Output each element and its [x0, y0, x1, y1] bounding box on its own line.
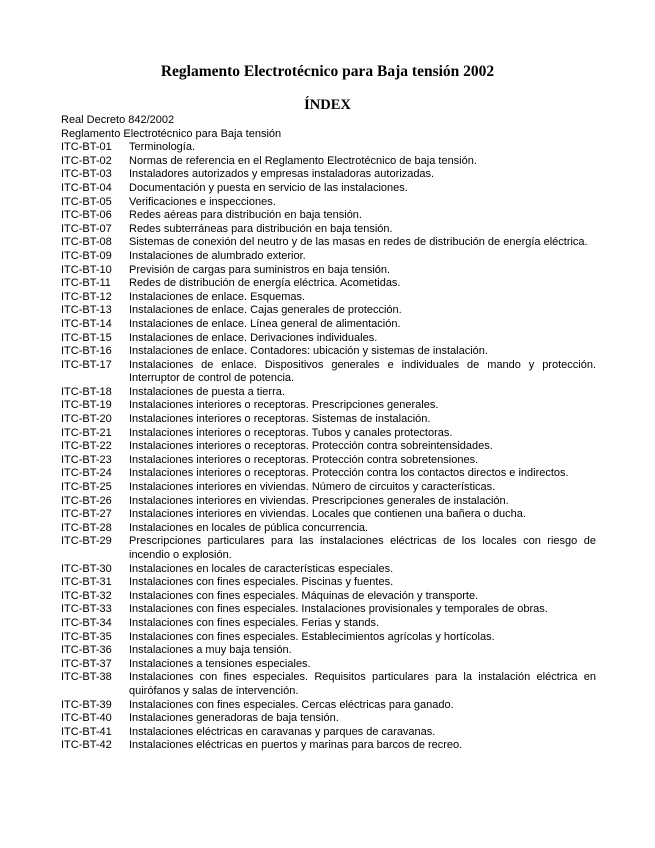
- index-entry: [61, 264, 596, 278]
- entry-description: Instalaciones de enlace. Derivaciones individuales.: [129, 331, 378, 344]
- index-entry: [61, 699, 596, 713]
- entry-code: ITC-BT-19: [61, 399, 112, 412]
- entry-description: Instalaciones de enlace. Esquemas.: [129, 290, 306, 303]
- index-entry: [61, 277, 596, 291]
- index-entry: [61, 739, 596, 753]
- entry-code: ITC-BT-22: [61, 440, 112, 453]
- index-entry: [61, 712, 596, 726]
- index-entry: [61, 467, 596, 481]
- entry-code: ITC-BT-38: [61, 671, 112, 684]
- entry-code: ITC-BT-24: [61, 467, 112, 480]
- entry-description: Instalaciones de enlace. Cajas generales de protección.: [129, 304, 402, 317]
- entry-description: Redes subterráneas para distribución en baja tensión.: [129, 222, 393, 235]
- index-entry: [61, 631, 596, 645]
- entry-code: ITC-BT-34: [61, 616, 112, 629]
- index-entry: [61, 576, 596, 590]
- index-entry: [61, 590, 596, 604]
- entry-code: ITC-BT-28: [61, 521, 112, 534]
- index-entry: [61, 399, 596, 413]
- entry-description: Instalaciones a muy baja tensión.: [129, 644, 292, 657]
- entry-description: Instalaciones a tensiones especiales.: [129, 657, 311, 670]
- index-entry: [61, 413, 596, 427]
- index-entry: [61, 304, 596, 318]
- index-entry: [61, 522, 596, 536]
- entry-code: ITC-BT-14: [61, 317, 112, 330]
- entry-description: Instalaciones de enlace. Contadores: ubicación y sistemas de instalación.: [129, 345, 488, 358]
- entry-code: ITC-BT-39: [61, 698, 112, 711]
- entry-description: Instalaciones eléctricas en caravanas y parques de caravanas.: [129, 725, 436, 738]
- entry-description: Redes aéreas para distribución en baja tensión.: [129, 209, 362, 222]
- entry-description: Instalaciones interiores o receptoras. Protección contra los contactos directos e indirectos.: [129, 467, 569, 480]
- entry-code: ITC-BT-02: [61, 154, 112, 167]
- entry-description: Instalaciones con fines especiales. Piscinas y fuentes.: [129, 576, 394, 589]
- index-entry: [61, 182, 596, 196]
- index-entry: [61, 535, 596, 562]
- entry-code: ITC-BT-41: [61, 725, 112, 738]
- index-entry: [61, 250, 596, 264]
- regulation-line: Reglamento Electrotécnico para Baja tensión: [61, 127, 282, 140]
- entry-description: Documentación y puesta en servicio de las instalaciones.: [129, 181, 408, 194]
- entry-code: ITC-BT-15: [61, 331, 112, 344]
- entry-description: Previsión de cargas para suministros en baja tensión.: [129, 263, 391, 276]
- entry-description: Instalaciones con fines especiales. Máquinas de elevación y transporte.: [129, 589, 479, 602]
- entry-description: Redes de distribución de energía eléctrica. Acometidas.: [129, 277, 401, 290]
- index-entry: [61, 440, 596, 454]
- entry-description: Instalaciones interiores en viviendas. Prescripciones generales de instalación.: [129, 494, 509, 507]
- entry-code: ITC-BT-29: [61, 535, 112, 548]
- entry-code: ITC-BT-30: [61, 562, 112, 575]
- entry-description: Instalaciones de alumbrado exterior.: [129, 249, 306, 262]
- index-entry: [61, 603, 596, 617]
- entries-container: [61, 141, 596, 753]
- entry-code: ITC-BT-13: [61, 304, 112, 317]
- entry-description: Instalaciones con fines especiales. Cercas eléctricas para ganado.: [129, 698, 454, 711]
- entry-code: ITC-BT-03: [61, 168, 112, 181]
- entry-description: Instalaciones de puesta a tierra.: [129, 385, 285, 398]
- index-entry: [61, 658, 596, 672]
- entry-code: ITC-BT-31: [61, 576, 112, 589]
- index-entry: [61, 481, 596, 495]
- entry-code: ITC-BT-36: [61, 644, 112, 657]
- index-entry: [61, 332, 596, 346]
- entry-code: ITC-BT-25: [61, 481, 112, 494]
- entry-code: ITC-BT-17: [61, 358, 112, 371]
- entry-description: Instalaciones con fines especiales. Ferias y stands.: [129, 616, 380, 629]
- entry-description: Instalaciones generadoras de baja tensión.: [129, 712, 339, 725]
- entry-code: ITC-BT-23: [61, 453, 112, 466]
- entry-description: Instalaciones de enlace. Dispositivos generales e individuales de mando y protección. Interruptor de control de potencia.: [129, 358, 596, 385]
- entry-description: Instalaciones interiores o receptoras. Sistemas de instalación.: [129, 413, 431, 426]
- index-entry: [61, 563, 596, 577]
- entry-code: ITC-BT-32: [61, 589, 112, 602]
- index-entry: [61, 318, 596, 332]
- entry-description: Instalaciones interiores o receptoras. Protección contra sobretensiones.: [129, 453, 479, 466]
- entry-description: Instalaciones con fines especiales. Instalaciones provisionales y temporales de obras.: [129, 603, 548, 616]
- entry-code: ITC-BT-18: [61, 385, 112, 398]
- index-entry: [61, 617, 596, 631]
- entry-description: Instalaciones en locales de pública concurrencia.: [129, 521, 369, 534]
- entry-description: Terminología.: [129, 141, 196, 154]
- entry-code: ITC-BT-12: [61, 290, 112, 303]
- index-entry: [61, 155, 596, 169]
- index-entry: [61, 454, 596, 468]
- index-entry: [61, 345, 596, 359]
- entry-code: ITC-BT-42: [61, 739, 112, 752]
- index-entry: [61, 671, 596, 698]
- index-entry: [61, 196, 596, 210]
- entry-code: ITC-BT-20: [61, 413, 112, 426]
- index-entry: [61, 726, 596, 740]
- index-entry: [61, 209, 596, 223]
- entry-code: ITC-BT-07: [61, 222, 112, 235]
- entry-code: ITC-BT-16: [61, 345, 112, 358]
- index-entry: [61, 141, 596, 155]
- entry-code: ITC-BT-37: [61, 657, 112, 670]
- entry-description: Instalaciones con fines especiales. Requisitos particulares para la instalación eléctrica en quirófanos y salas de intervención.: [129, 671, 596, 697]
- entry-description: Sistemas de conexión del neutro y de las masas en redes de distribución de energía eléctrica.: [129, 236, 588, 249]
- entry-code: ITC-BT-26: [61, 494, 112, 507]
- index-entry: [61, 427, 596, 441]
- index-entry: [61, 359, 596, 386]
- entry-code: ITC-BT-05: [61, 195, 112, 208]
- entry-description: Instalaciones interiores o receptoras. Prescripciones generales.: [129, 399, 439, 412]
- decree-line: Real Decreto 842/2002: [61, 114, 175, 126]
- entry-code: ITC-BT-33: [61, 603, 112, 616]
- entry-code: ITC-BT-40: [61, 712, 112, 725]
- entry-description: Instalaciones con fines especiales. Establecimientos agrícolas y hortícolas.: [129, 630, 495, 643]
- entry-code: ITC-BT-21: [61, 426, 112, 439]
- entry-description: Instalaciones interiores en viviendas. Número de circuitos y características.: [129, 481, 496, 494]
- entry-description: Instaladores autorizados y empresas instaladoras autorizadas.: [129, 168, 435, 181]
- entry-description: Instalaciones interiores o receptoras. Tubos y canales protectoras.: [129, 426, 453, 439]
- index-list: [61, 114, 596, 753]
- index-entry: [61, 291, 596, 305]
- entry-description: Instalaciones eléctricas en puertos y marinas para barcos de recreo.: [129, 739, 463, 752]
- entry-code: ITC-BT-04: [61, 181, 112, 194]
- index-entry: [61, 508, 596, 522]
- index-entry: [61, 223, 596, 237]
- document-title: Reglamento Electrotécnico para Baja tensión 2002: [160, 63, 495, 80]
- entry-code: ITC-BT-11: [61, 277, 111, 290]
- index-entry: [61, 236, 596, 250]
- entry-description: Verificaciones e inspecciones.: [129, 195, 276, 208]
- index-entry: [61, 495, 596, 509]
- entry-description: Instalaciones interiores en viviendas. Locales que contienen una bañera o ducha.: [129, 508, 526, 521]
- entry-description: Instalaciones interiores o receptoras. Protección contra sobreintensidades.: [129, 440, 493, 453]
- entry-code: ITC-BT-35: [61, 630, 112, 643]
- entry-description: Instalaciones en locales de características especiales.: [129, 562, 394, 575]
- entry-code: ITC-BT-10: [61, 263, 112, 276]
- entry-code: ITC-BT-06: [61, 209, 112, 222]
- entry-description: Prescripciones particulares para las instalaciones eléctricas de los locales con riesgo de incendio o explosión.: [129, 535, 596, 561]
- entry-description: Normas de referencia en el Reglamento Electrotécnico de baja tensión.: [129, 154, 477, 167]
- index-entry: [61, 644, 596, 658]
- entry-code: ITC-BT-27: [61, 508, 112, 521]
- entry-code: ITC-BT-08: [61, 236, 112, 249]
- index-entry: [61, 168, 596, 182]
- index-heading: ÍNDEX: [304, 97, 351, 113]
- entry-code: ITC-BT-01: [61, 141, 112, 154]
- entry-description: Instalaciones de enlace. Línea general de alimentación.: [129, 317, 401, 330]
- index-entry: [61, 386, 596, 400]
- entry-code: ITC-BT-09: [61, 249, 112, 262]
